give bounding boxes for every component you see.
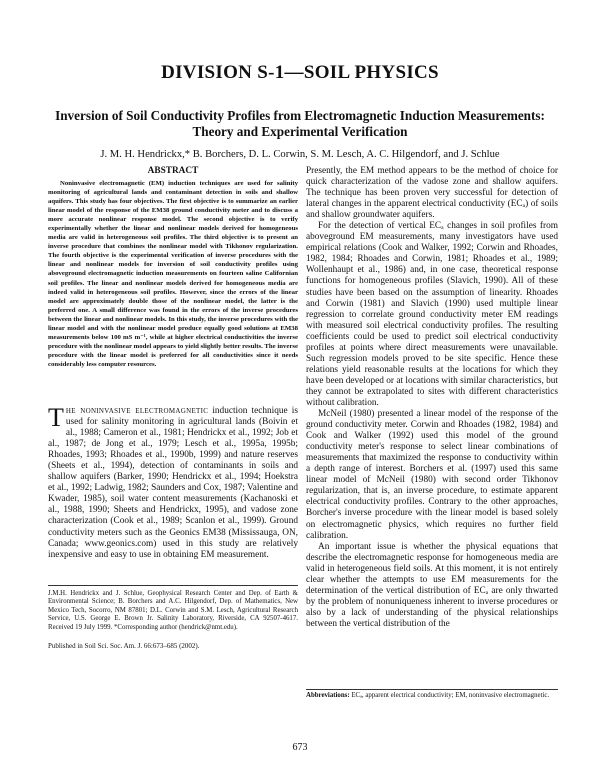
author-affiliations: J.M.H. Hendrickx and J. Schlue, Geophysical Research Center and Dep. of Earth & Environmental Science; B. Borchers and A.C. Hilgendorf, Dep. of Mathematics, New Mexico Tech, Socorro, NM 87801; D.L. Corwin and S.M. Lesch, Agricultural Research Service, U.S. George E. Brown Jr. Salinity Laboratory, Riverside, CA 92507-4617. Received 19 July 1999. *Corresponding author (hendrick@nmt.edu). [48, 589, 298, 631]
publication-info: Published in Soil Sci. Soc. Am. J. 66:673–685 (2002). [48, 642, 200, 651]
body-paragraph: McNeil (1980) presented a linear model of the response of the ground conductivity meter. Corwin and Rhoades (1982, 1984) and Cook and Walker (1992) used this model of the ground conductivity meter's response to select linear combinations of measurements that maximized the response to conductivity within a depth range of interest. Borchers et al. (1997) used this same linear model of McNeil (1980) with second order Tikhonov regularization, that is, an inverse procedure, to estimate apparent electrical conductivity profiles. Contrary to the other approaches, Borcher's inverse procedure with the linear model is based solely on electromagnetic physics, which requires no further field calibration. [306, 409, 558, 541]
footnote-divider [48, 585, 298, 586]
left-column [48, 166, 298, 650]
abbreviations-label: Abbreviations: [306, 692, 350, 699]
abbreviations-footnote [306, 692, 558, 701]
article-title: Inversion of Soil Conductivity Profiles from Electromagnetic Induction Measurements: Theory and Experimental Verification [55, 108, 545, 139]
body-paragraph: Presently, the EM method appears to be the method of choice for quick characterization of the vadose zone and shallow aquifers. The technique has been proven very successful for detection of lateral changes in the apparent electrical conductivity (ECₐ) of soils and shallow groundwater aquifers. [306, 166, 558, 221]
body-paragraph: An important issue is whether the physical equations that describe the electromagnetic response for homogeneous media are valid in heterogeneous field soils. At this moment, it is not entirely clear whether the attempts to use EM measurements for the determination of the vertical distribution of ECₐ are only thwarted by the problem of nonuniqueness inherent to inverse procedures or also by a lack of understanding of the physical relationships between the vertical distribution of the [306, 541, 558, 629]
abstract-body: Noninvasive electromagnetic (EM) induction techniques are used for salinity monitoring of agricultural lands and contaminant detection in soils and shallow aquifers. This study has four objectives. The first objective is to summarize an earlier linear model of the response of the EM38 ground conductivity meter and to discuss a more accurate nonlinear response model. The second objective is to verify experimentally whether the linear and nonlinear models derived for homogeneous media are valid in heterogeneous soil profiles. The third objective is to present an inverse procedure that combines the nonlinear model with Tikhonov regularization. The fourth objective is the experimental verification of inverse procedures with the linear and nonlinear models for inversion of soil conductivity profiles using aboveground electromagnetic induction measurements on fourteen saline Californian soil profiles. The linear and nonlinear models derived for homogeneous media are indeed valid in heterogeneous soil profiles. However, since the errors of the linear model are approximately double those of the nonlinear model, the latter is the preferred one. A small difference was found in the errors of the inverse procedures between the linear and nonlinear models. In this study, the inverse procedures with the linear model and with the nonlinear model produce equally good solutions at EM38 measurements below 100 mS m⁻¹, while at higher electrical conductivities the inverse procedure with the nonlinear model appears to yield slightly better results. The inverse procedure with the linear model is preferred for all conductivities since it needs considerably less computer resources. [48, 180, 298, 368]
abbreviations-text: ECₐ, apparent electrical conductivity; EM, noninvasive electromagnetic. [349, 692, 550, 699]
page-number: 673 [292, 742, 308, 753]
drop-cap: T [48, 402, 64, 432]
introduction-paragraph [48, 402, 298, 561]
body-paragraph: For the detection of vertical ECₐ changes in soil profiles from aboveground EM measurements, many investigators have used empirical relations (Cook and Walker, 1992; Corwin and Rhoades, 1982, 1984; Rhoades and Corwin, 1981; Rhoades et al., 1989; Wollenhaupt et al., 1986) and, in one case, theoretical response functions for homogeneous profiles (Slavich, 1990). All of these studies have been based on the assumption of linearity. Rhoades and Corwin (1981) and Slavich (1990) used multiple linear regression to correlate ground conductivity meter EM readings with measured soil electrical conductivity profiles. The resulting coefficients could be used to predict soil electrical conductivity profiles at points where direct measurements were unavailable. Such regression models proved to be site specific. Hence these relations yield reasonable results at the locations for which they have been developed or at locations with similar characteristics, but they cannot be extrapolated to sites with different characteristics without calibration. [306, 221, 558, 408]
right-column [306, 166, 558, 630]
abstract-heading: ABSTRACT [147, 166, 199, 176]
author-list: J. M. H. Hendrickx,* B. Borchers, D. L. Corwin, S. M. Lesch, A. C. Hilgendorf, and J. Schlue [100, 149, 500, 160]
division-heading: DIVISION S-1—SOIL PHYSICS [161, 62, 439, 83]
intro-smallcaps: he noninvasive electromagnetic [65, 405, 209, 416]
intro-text: induction technique is used for salinity monitoring in agricultural lands (Boivin et al., 1988; Cameron et al., 1981; Hendrickx et al., 1992; Job et al., 1987; de Jong et al., 1979; Lesch et al., 1995a, 1995b; Rhoades, 1993; Rhoades et al., 1990b, 1999) and nature reserves (Sheets et al., 1994), detection of contaminants in soils and shallow aquifers (Barker, 1990; Hendrickx et al., 1994; Hoekstra et al., 1992; Ladwig, 1982; Saunders and Cox, 1987; Valentine and Kwader, 1985), soil water content measurements (Kachanoski et al., 1988, 1990; Sheets and Hendrickx, 1995), and vadose zone characterization (Cook et al., 1989; Scanlon et al., 1999). Ground conductivity meters such as the Geonics EM38 (Mississauga, ON, Canada; www.geonics.com) used in this study are relatively inexpensive and easy to use in obtaining EM measurement. [48, 405, 298, 560]
abbreviations-divider [306, 689, 558, 690]
